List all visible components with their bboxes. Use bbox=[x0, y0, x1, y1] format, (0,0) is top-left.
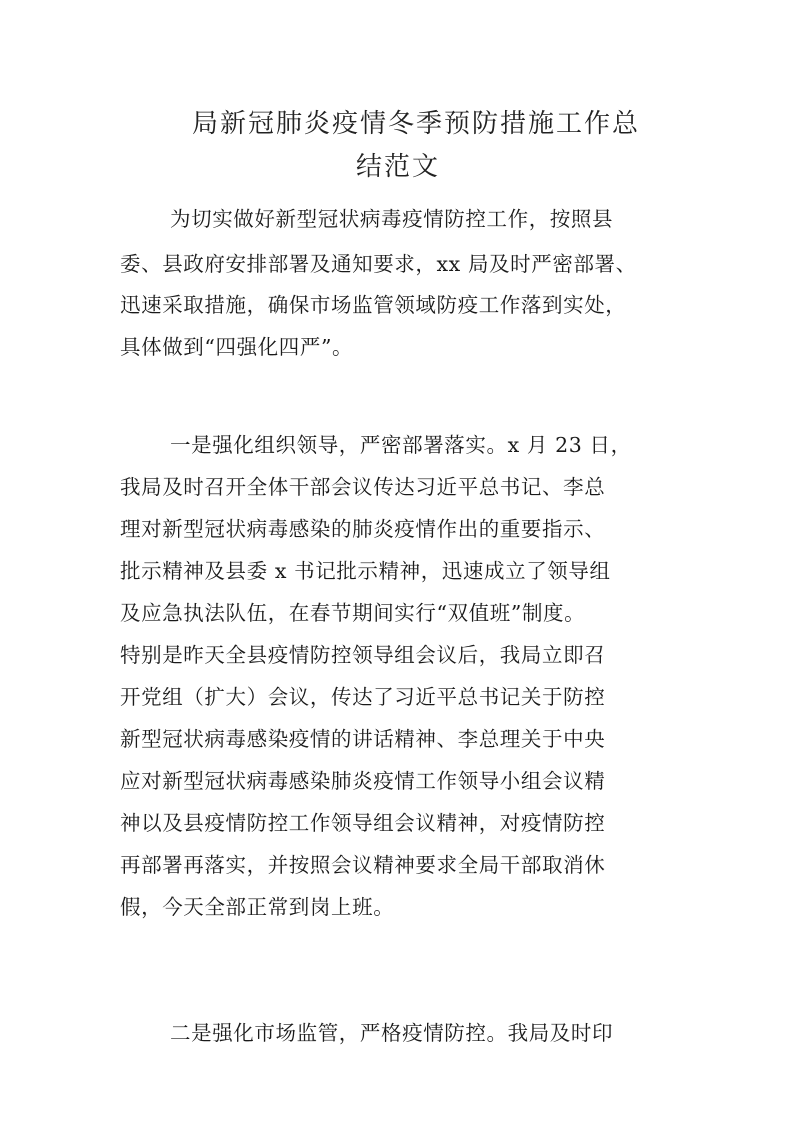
paragraph-2-line-12: 假，今天全部正常到岗上班。 bbox=[120, 895, 395, 919]
document-title-line-1: 局新冠肺炎疫情冬季预防措施工作总 bbox=[192, 109, 641, 139]
paragraph-2-line-9: 应对新型冠状病毒感染肺炎疫情工作领导小组会议精 bbox=[120, 769, 606, 793]
document-title-line-2: 结范文 bbox=[356, 152, 441, 182]
paragraph-2-line-2: 我局及时召开全体干部会议传达习近平总书记、李总 bbox=[120, 475, 606, 499]
paragraph-2-line-10: 神以及县疫情防控工作领导组会议精神，对疫情防控 bbox=[120, 811, 606, 835]
paragraph-1-line-1: 为切实做好新型冠状病毒疫情防控工作，按照县 bbox=[170, 207, 614, 231]
paragraph-2-line-7: 开党组（扩大）会议，传达了习近平总书记关于防控 bbox=[120, 685, 606, 709]
paragraph-2-line-11: 再部署再落实，并按照会议精神要求全局干部取消休 bbox=[120, 853, 606, 877]
paragraph-2-line-1: 一是强化组织领导，严密部署落实。x 月 23 日， bbox=[170, 433, 632, 457]
paragraph-1-line-4: 具体做到“四强化四严”。 bbox=[120, 335, 354, 359]
paragraph-2-line-5: 及应急执法队伍，在春节期间实行“双值班”制度。 bbox=[120, 601, 586, 625]
paragraph-1-line-2: 委、县政府安排部署及通知要求，xx 局及时严密部署、 bbox=[120, 252, 637, 276]
paragraph-2-line-4: 批示精神及县委 x 书记批示精神，迅速成立了领导组 bbox=[120, 559, 611, 583]
paragraph-2-line-3: 理对新型冠状病毒感染的肺炎疫情作出的重要指示、 bbox=[120, 517, 606, 541]
paragraph-3-line-1: 二是强化市场监管，严格疫情防控。我局及时印 bbox=[170, 1021, 614, 1045]
paragraph-1-line-3: 迅速采取措施，确保市场监管领域防疫工作落到实处， bbox=[120, 293, 627, 317]
paragraph-2-line-6: 特别是昨天全县疫情防控领导组会议后，我局立即召 bbox=[120, 643, 606, 667]
paragraph-2-line-8: 新型冠状病毒感染疫情的讲话精神、李总理关于中央 bbox=[120, 727, 606, 751]
